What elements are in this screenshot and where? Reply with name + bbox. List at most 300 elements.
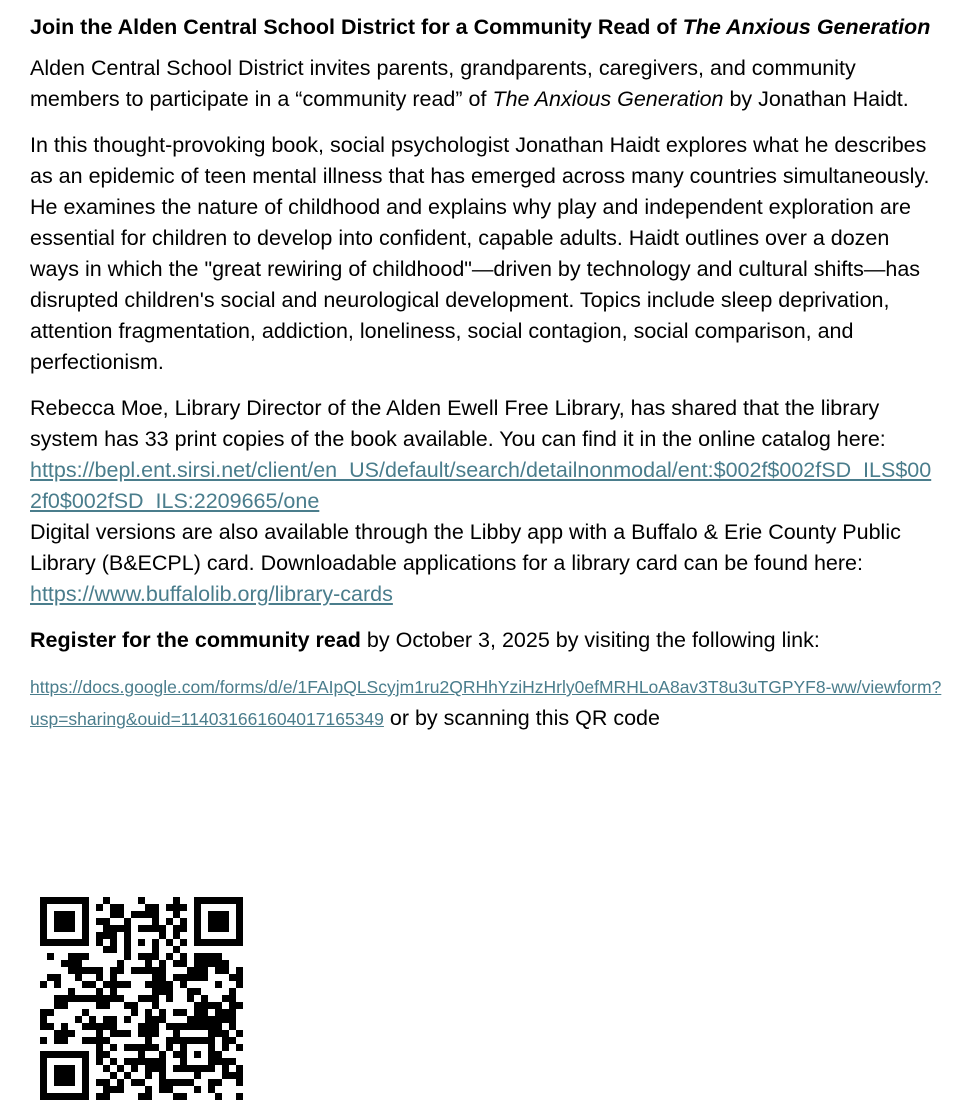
qr-module <box>215 1002 222 1009</box>
register-bold: Register for the community read <box>30 628 361 652</box>
registration-form-link[interactable]: https://docs.google.com/forms/d/e/1FAIpQLScyjm1ru2QRHhYziHzHrly0efMRHLoA8av3T8u3uTGPYF8-ww/viewform?usp=sharing&ouid=114031661604017165349 <box>30 677 942 729</box>
qr-module <box>138 1044 145 1051</box>
qr-module <box>117 925 124 932</box>
qr-module <box>159 1072 166 1079</box>
qr-module <box>152 1030 159 1037</box>
qr-module <box>75 967 82 974</box>
qr-module <box>82 995 89 1002</box>
qr-module <box>194 1016 201 1023</box>
qr-module <box>159 1065 166 1072</box>
qr-module <box>117 904 124 911</box>
qr-module <box>180 1009 187 1016</box>
qr-module <box>187 1079 194 1086</box>
qr-module <box>103 1079 110 1086</box>
digital-paragraph <box>30 517 942 610</box>
qr-module <box>110 946 117 953</box>
qr-module <box>61 995 68 1002</box>
qr-module <box>138 925 145 932</box>
qr-module <box>145 995 152 1002</box>
qr-module <box>82 967 89 974</box>
qr-module <box>173 946 180 953</box>
qr-module <box>124 1058 131 1065</box>
qr-module <box>222 995 229 1002</box>
qr-module <box>180 939 187 946</box>
qr-module <box>89 981 96 988</box>
qr-module <box>145 953 152 960</box>
qr-module <box>138 1058 145 1065</box>
qr-module <box>229 1009 236 1016</box>
qr-module <box>40 981 47 988</box>
qr-module <box>159 932 166 939</box>
qr-module <box>145 911 152 918</box>
qr-module <box>173 1009 180 1016</box>
qr-alignment-center <box>194 1051 201 1058</box>
qr-module <box>194 953 201 960</box>
qr-module <box>180 960 187 967</box>
qr-module <box>75 974 82 981</box>
qr-module <box>96 1079 103 1086</box>
qr-module <box>159 1009 166 1016</box>
qr-module <box>110 911 117 918</box>
qr-module <box>159 925 166 932</box>
qr-module <box>194 1002 201 1009</box>
library-text: Rebecca Moe, Library Director of the Alden Ewell Free Library, has shared that the library system has 33 print copies of the book available. You can find it in the online catalog here: <box>30 396 886 451</box>
qr-module <box>110 1016 117 1023</box>
qr-module <box>131 1065 138 1072</box>
qr-module <box>173 897 180 904</box>
qr-module <box>180 904 187 911</box>
qr-module <box>103 946 110 953</box>
register-paragraph <box>30 625 942 656</box>
qr-module <box>229 995 236 1002</box>
qr-module <box>40 1023 47 1030</box>
qr-module <box>215 1079 222 1086</box>
qr-module <box>124 1044 131 1051</box>
qr-module <box>124 918 131 925</box>
qr-module <box>152 988 159 995</box>
qr-module <box>96 1023 103 1030</box>
qr-module <box>117 1079 124 1086</box>
qr-module <box>173 911 180 918</box>
qr-module <box>173 1093 180 1100</box>
register-text: by October 3, 2025 by visiting the following link: <box>360 628 820 652</box>
qr-module <box>145 1086 152 1093</box>
qr-instruction-text: or by scanning this QR code <box>383 706 660 730</box>
qr-module <box>131 967 138 974</box>
qr-module <box>103 1086 110 1093</box>
qr-module <box>152 939 159 946</box>
qr-module <box>236 1093 243 1100</box>
qr-finder-center <box>54 911 75 932</box>
qr-module <box>194 1023 201 1030</box>
intro-text-1: Alden Central School District invites parents, grandparents, caregivers, and community members to participate in a “community read” of <box>30 56 856 111</box>
qr-module <box>215 967 222 974</box>
qr-module <box>82 1009 89 1016</box>
qr-module <box>96 932 103 939</box>
qr-module <box>145 960 152 967</box>
qr-module <box>96 918 103 925</box>
qr-module <box>152 918 159 925</box>
qr-module <box>68 967 75 974</box>
qr-module <box>117 960 124 967</box>
qr-module <box>40 1009 47 1016</box>
qr-module <box>75 995 82 1002</box>
qr-module <box>166 904 173 911</box>
qr-module <box>180 974 187 981</box>
qr-module <box>47 1023 54 1030</box>
qr-module <box>180 925 187 932</box>
qr-module <box>61 960 68 967</box>
qr-module <box>96 1051 103 1058</box>
qr-module <box>145 1058 152 1065</box>
qr-module <box>236 981 243 988</box>
qr-module <box>89 1037 96 1044</box>
qr-module <box>166 1086 173 1093</box>
qr-module <box>68 1030 75 1037</box>
qr-module <box>103 1093 110 1100</box>
qr-module <box>145 904 152 911</box>
qr-module <box>54 1030 61 1037</box>
qr-module <box>138 911 145 918</box>
qr-module <box>215 1030 222 1037</box>
qr-module <box>96 974 103 981</box>
qr-module <box>222 1072 229 1079</box>
digital-text: Digital versions are also available through the Libby app with a Buffalo & Erie County Public Library (B&ECPL) card. Downloadable applications for a library card can be found here: <box>30 520 901 575</box>
qr-module <box>173 960 180 967</box>
qr-module <box>187 974 194 981</box>
qr-module <box>40 1016 47 1023</box>
qr-module <box>180 1093 187 1100</box>
qr-module <box>180 953 187 960</box>
qr-module <box>103 1065 110 1072</box>
qr-module <box>152 1065 159 1072</box>
qr-module <box>236 1072 243 1079</box>
qr-module <box>96 988 103 995</box>
qr-module <box>61 1002 68 1009</box>
qr-finder-center <box>208 911 229 932</box>
qr-module <box>82 1037 89 1044</box>
qr-module <box>215 981 222 988</box>
qr-module <box>75 953 82 960</box>
qr-module <box>47 953 54 960</box>
qr-module <box>61 1030 68 1037</box>
qr-module <box>96 1058 103 1065</box>
qr-module <box>187 967 194 974</box>
qr-module <box>187 995 194 1002</box>
qr-module <box>124 1072 131 1079</box>
qr-module <box>110 925 117 932</box>
qr-module <box>145 1009 152 1016</box>
intro-paragraph <box>30 53 942 115</box>
qr-module <box>222 960 229 967</box>
qr-module <box>208 1086 215 1093</box>
qr-module <box>201 1023 208 1030</box>
qr-module <box>159 974 166 981</box>
qr-module <box>201 967 208 974</box>
qr-module <box>159 1016 166 1023</box>
qr-module <box>152 967 159 974</box>
qr-module <box>194 988 201 995</box>
qr-module <box>208 1079 215 1086</box>
qr-module <box>103 1051 110 1058</box>
qr-module <box>138 1093 145 1100</box>
qr-module <box>152 911 159 918</box>
qr-module <box>229 988 236 995</box>
qr-module <box>222 1030 229 1037</box>
library-card-link[interactable]: https://www.buffalolib.org/library-cards <box>30 582 393 606</box>
qr-module <box>173 1030 180 1037</box>
qr-module <box>145 1037 152 1044</box>
qr-module <box>145 925 152 932</box>
qr-module <box>82 981 89 988</box>
qr-module <box>145 1072 152 1079</box>
qr-module <box>159 1086 166 1093</box>
qr-module <box>208 1002 215 1009</box>
qr-module <box>159 960 166 967</box>
qr-module <box>215 1023 222 1030</box>
qr-module <box>208 1023 215 1030</box>
qr-module <box>180 1023 187 1030</box>
qr-module <box>103 925 110 932</box>
qr-module <box>138 939 145 946</box>
qr-module <box>201 1009 208 1016</box>
qr-module <box>229 1016 236 1023</box>
qr-module <box>89 1023 96 1030</box>
qr-module <box>173 925 180 932</box>
qr-module <box>152 925 159 932</box>
qr-module <box>187 988 194 995</box>
qr-module <box>75 960 82 967</box>
qr-module <box>201 1002 208 1009</box>
qr-module <box>96 939 103 946</box>
qr-module <box>159 1058 166 1065</box>
page-title <box>30 12 942 43</box>
intro-book-name: The Anxious Generation <box>492 87 724 111</box>
qr-module <box>103 1016 110 1023</box>
qr-module <box>208 1030 215 1037</box>
qr-module <box>54 974 61 981</box>
qr-module <box>152 981 159 988</box>
qr-module <box>54 995 61 1002</box>
qr-module <box>68 995 75 1002</box>
qr-module <box>124 1002 131 1009</box>
qr-module <box>110 1030 117 1037</box>
qr-module <box>82 1023 89 1030</box>
qr-module <box>124 925 131 932</box>
qr-module <box>152 1023 159 1030</box>
qr-module <box>166 988 173 995</box>
qr-module <box>124 1016 131 1023</box>
qr-finder-center <box>54 1065 75 1086</box>
qr-module <box>103 1002 110 1009</box>
qr-module <box>110 974 117 981</box>
qr-module <box>68 953 75 960</box>
qr-module <box>201 1016 208 1023</box>
qr-module <box>110 939 117 946</box>
qr-module <box>208 1016 215 1023</box>
qr-module <box>61 1037 68 1044</box>
qr-code-svg <box>40 897 243 1100</box>
qr-module <box>222 1016 229 1023</box>
qr-module <box>152 1002 159 1009</box>
qr-module <box>138 897 145 904</box>
qr-module <box>138 1023 145 1030</box>
qr-module <box>96 1093 103 1100</box>
title-prefix: Join the Alden Central School District for a Community Read of <box>30 15 683 39</box>
qr-module <box>110 988 117 995</box>
qr-module <box>110 1044 117 1051</box>
qr-module <box>194 1072 201 1079</box>
qr-module <box>103 1037 110 1044</box>
qr-module <box>215 1016 222 1023</box>
qr-module <box>96 1030 103 1037</box>
qr-module <box>236 1065 243 1072</box>
qr-module <box>222 967 229 974</box>
qr-module <box>166 995 173 1002</box>
qr-module <box>117 981 124 988</box>
qr-module <box>110 1072 117 1079</box>
qr-module <box>236 1002 243 1009</box>
qr-module <box>103 981 110 988</box>
qr-module <box>201 960 208 967</box>
qr-module <box>124 953 131 960</box>
qr-module <box>103 897 110 904</box>
qr-module <box>131 911 138 918</box>
qr-module <box>215 1051 222 1058</box>
qr-module <box>173 1079 180 1086</box>
qr-module <box>152 1044 159 1051</box>
qr-module <box>194 1086 201 1093</box>
qr-module <box>61 1023 68 1030</box>
qr-module <box>138 1051 145 1058</box>
title-book-name: The Anxious Generation <box>682 15 931 39</box>
qr-module <box>236 1044 243 1051</box>
description-paragraph: In this thought-provoking book, social psychologist Jonathan Haidt explores what he describes as an epidemic of teen mental illness that has emerged across many countries simultaneously. He examines the nature of childhood and explains why play and independent exploration are essential for children to develop into confident, capable adults. Haidt outlines over a dozen ways in which the "great rewiring of childhood"—driven by technology and cultural shifts—has disrupted children's social and neurological development. Topics include sleep deprivation, attention fragmentation, addiction, loneliness, social contagion, social comparison, and perfectionism. <box>30 133 930 374</box>
qr-module <box>194 1009 201 1016</box>
qr-module <box>166 1037 173 1044</box>
qr-module <box>40 1037 47 1044</box>
qr-module <box>89 967 96 974</box>
qr-module <box>124 1030 131 1037</box>
qr-module <box>180 918 187 925</box>
qr-module <box>131 1002 138 1009</box>
qr-module <box>124 932 131 939</box>
qr-module <box>201 974 208 981</box>
catalog-link[interactable]: https://bepl.ent.sirsi.net/client/en_US/default/search/detailnonmodal/ent:$002f$002fSD_ILS$002f0$002fSD_ILS:2209665/one <box>30 458 932 513</box>
qr-module <box>159 981 166 988</box>
qr-module <box>145 1093 152 1100</box>
qr-module <box>131 1044 138 1051</box>
qr-module <box>110 967 117 974</box>
qr-module <box>215 953 222 960</box>
qr-module <box>47 1009 54 1016</box>
form-link-paragraph <box>30 671 942 735</box>
qr-module <box>166 981 173 988</box>
qr-module <box>138 1030 145 1037</box>
qr-module <box>54 1037 61 1044</box>
qr-module <box>124 939 131 946</box>
qr-module <box>96 1037 103 1044</box>
qr-module <box>229 1037 236 1044</box>
qr-module <box>145 1065 152 1072</box>
qr-module <box>89 1016 96 1023</box>
qr-module <box>215 1058 222 1065</box>
qr-module <box>173 904 180 911</box>
qr-module <box>152 946 159 953</box>
qr-module <box>103 1023 110 1030</box>
qr-module <box>82 953 89 960</box>
qr-module <box>236 1079 243 1086</box>
qr-module <box>208 953 215 960</box>
qr-module <box>68 960 75 967</box>
qr-module <box>208 960 215 967</box>
qr-module <box>96 1044 103 1051</box>
qr-module <box>236 1030 243 1037</box>
qr-module <box>152 904 159 911</box>
qr-module <box>145 1030 152 1037</box>
qr-module <box>159 988 166 995</box>
qr-module <box>166 953 173 960</box>
qr-module <box>110 932 117 939</box>
qr-module <box>229 1072 236 1079</box>
qr-module <box>124 946 131 953</box>
qr-module <box>75 1016 82 1023</box>
article <box>30 12 942 750</box>
qr-module <box>138 967 145 974</box>
qr-module <box>152 953 159 960</box>
qr-module <box>173 1051 180 1058</box>
qr-module <box>173 932 180 939</box>
qr-module <box>236 967 243 974</box>
qr-module <box>110 981 117 988</box>
qr-module <box>166 939 173 946</box>
qr-module <box>110 995 117 1002</box>
qr-module <box>117 1086 124 1093</box>
qr-module <box>173 1065 180 1072</box>
qr-module <box>145 1023 152 1030</box>
qr-module <box>215 1009 222 1016</box>
qr-module <box>103 918 110 925</box>
qr-module <box>180 981 187 988</box>
qr-module <box>229 974 236 981</box>
qr-module <box>117 995 124 1002</box>
qr-module <box>215 1093 222 1100</box>
qr-module <box>229 1058 236 1065</box>
qr-module <box>222 1044 229 1051</box>
qr-module <box>229 1023 236 1030</box>
qr-module <box>173 974 180 981</box>
qr-module <box>222 1009 229 1016</box>
qr-module <box>187 1023 194 1030</box>
qr-module <box>117 911 124 918</box>
qr-module <box>180 1079 187 1086</box>
qr-module <box>166 1079 173 1086</box>
qr-module <box>159 967 166 974</box>
qr-module <box>54 1002 61 1009</box>
qr-module <box>117 1065 124 1072</box>
qr-module <box>117 1030 124 1037</box>
qr-module <box>54 981 61 988</box>
qr-module <box>110 1023 117 1030</box>
qr-module <box>222 1037 229 1044</box>
qr-module <box>152 974 159 981</box>
qr-module <box>159 1051 166 1058</box>
qr-module <box>173 1037 180 1044</box>
qr-code-icon <box>40 897 243 1100</box>
qr-module <box>138 1079 145 1086</box>
qr-module <box>159 1079 166 1086</box>
intro-text-2: by Jonathan Haidt. <box>723 87 909 111</box>
